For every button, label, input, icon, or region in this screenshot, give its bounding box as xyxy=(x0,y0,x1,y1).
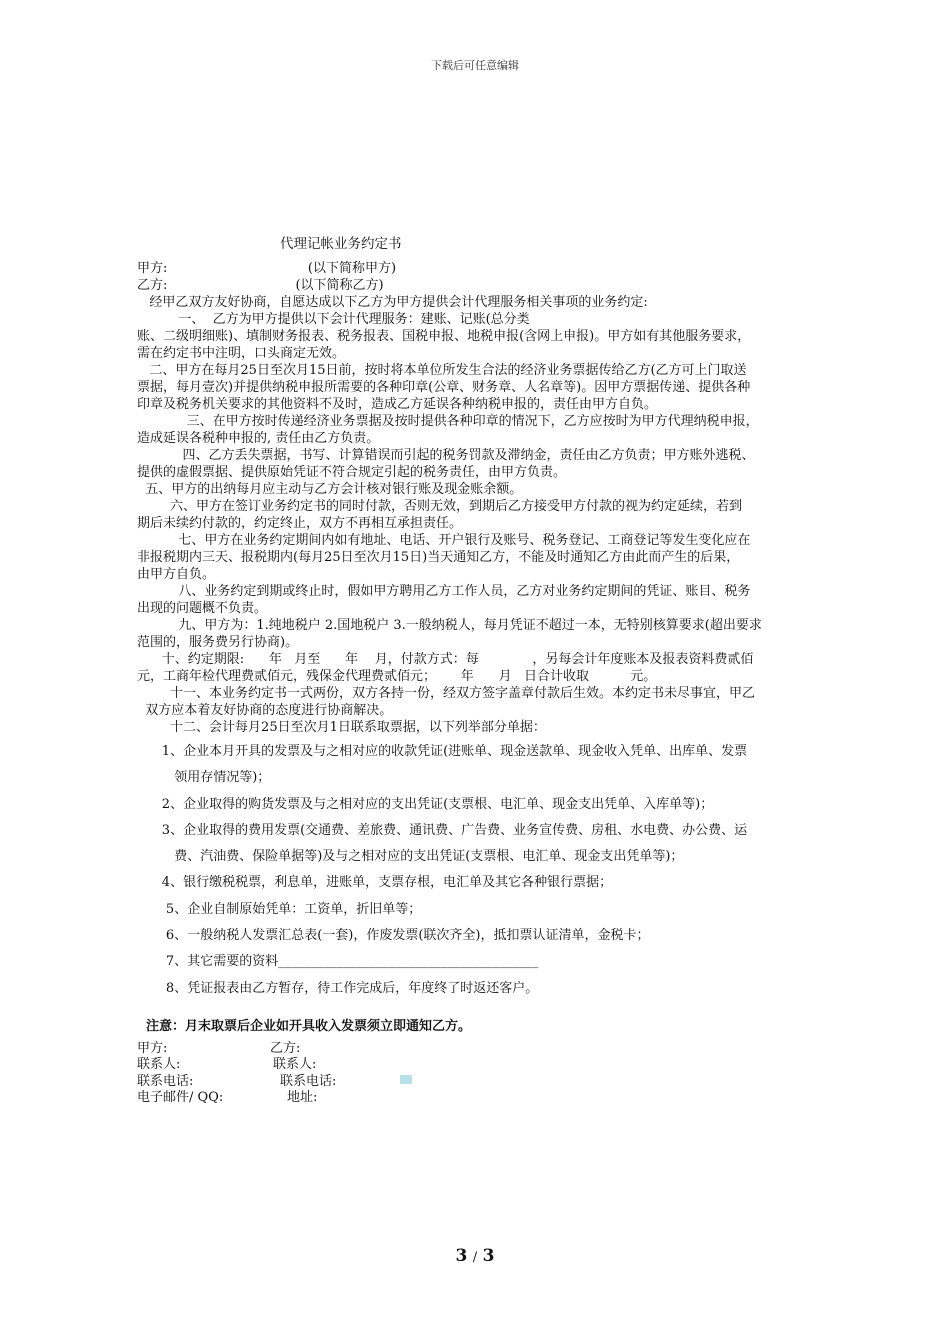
list-item: 6、一般纳税人发票汇总表(一套)，作废发票(联次齐全)，抵扣票认证清单，金税卡； xyxy=(137,928,650,944)
signature-right-label: 地址: xyxy=(287,1089,318,1105)
party-b-line: 乙方: (以下简称乙方) xyxy=(137,278,384,293)
list-item: 7、其它需要的资料________________________________________ xyxy=(137,954,539,970)
signature-left-label: 电子邮件/ QQ: xyxy=(137,1089,224,1105)
signature-row xyxy=(137,1041,817,1057)
paragraph-line: 六、甲方在签订业务约定书的同时付款，否则无效，到期后乙方接受甲方付款的视为约定延续，若到 xyxy=(137,499,743,514)
list-item: 4、银行缴税税票，利息单，进账单，支票存根，电汇单及其它各种银行票据； xyxy=(137,875,613,891)
paragraph-line: 需在约定书中注明，口头商定无效。 xyxy=(137,346,346,361)
paragraph-line: 印章及税务机关要求的其他资料不及时，造成乙方延误各种纳税申报的，责任由甲方自负。 xyxy=(137,397,658,412)
signature-right-label: 乙方: xyxy=(270,1040,301,1056)
signature-row xyxy=(137,1057,817,1073)
paragraph-line: 提供的虚假票据、提供原始凭证不符合规定引起的税务责任，由甲方负责。 xyxy=(137,465,567,480)
paragraph-line: 一、 乙方为甲方提供以下会计代理服务：建账、记账(总分类 xyxy=(137,312,530,327)
signature-row xyxy=(137,1074,817,1090)
paragraph-line: 范围的，服务费另行协商)。 xyxy=(137,635,299,650)
list-item: 2、企业取得的购货发票及与之相对应的支出凭证(支票根、电汇单、现金支出凭单、入库单等)； xyxy=(137,796,714,812)
paragraph-line: 票据，每月壹次)并提供纳税申报所需要的各种印章(公章、财务章、人名章等)。因甲方票据传递、提供各种 xyxy=(137,380,751,395)
list-item: 8、凭证报表由乙方暂存，待工作完成后，年度终了时返还客户。 xyxy=(137,980,539,996)
signature-left-label: 甲方: xyxy=(137,1040,168,1056)
document-title: 代理记帐业务约定书 xyxy=(280,236,402,252)
paragraph-line: 二、甲方在每月25日至次月15日前，按时将本单位所发生合法的经济业务票据传给乙方(乙方可上门取送 xyxy=(137,363,747,378)
list-item: 领用存情况等)； xyxy=(137,770,271,786)
paragraph-line: 十二、会计每月25日至次月1日联系取票据，以下列举部分单据： xyxy=(137,720,546,735)
paragraph-line: 十、约定期限: 年 月至 年 月，付款方式：每 ，另每会计年度账本及报表资料费贰佰 xyxy=(137,652,754,667)
page-current: 3 xyxy=(455,1246,468,1266)
paragraph-line: 造成延误各税种申报的, 责任由乙方负责。 xyxy=(137,431,380,446)
list-item: 1、企业本月开具的发票及与之相对应的收款凭证(进账单、现金送款单、现金收入凭单、出库单、发票 xyxy=(137,744,748,759)
paragraph-line: 双方应本着友好协商的态度进行协商解决。 xyxy=(137,703,393,718)
document-list xyxy=(137,739,817,1002)
paragraph-line: 经甲乙双方友好协商，自愿达成以下乙方为甲方提供会计代理服务相关事项的业务约定: xyxy=(137,295,648,310)
paragraph-line: 八、业务约定到期或终止时，假如甲方聘用乙方工作人员，乙方对业务约定期间的凭证、账目、税务 xyxy=(137,584,751,599)
paragraph-line: 十一、本业务约定书一式两份，双方各持一份，经双方签字盖章付款后生效。本约定书未尽事宜，甲乙 xyxy=(137,686,756,701)
paragraph-line: 账、二级明细账)、填制财务报表、税务报表、国税申报、地税申报(含网上申报)。甲方如有其他服务要求， xyxy=(137,329,751,344)
paragraph-line: 三、在甲方按时传递经济业务票据及按时提供各种印章的情况下，乙方应按时为甲方代理纳税申报， xyxy=(137,414,759,429)
party-a-line: 甲方: (以下简称甲方) xyxy=(137,261,397,276)
paragraph-line: 四、乙方丢失票据，书写、计算错误而引起的税务罚款及滞纳金，责任由乙方负责；甲方账外逃税、 xyxy=(137,448,755,463)
signature-block xyxy=(137,1041,817,1106)
page-separator: / xyxy=(472,1250,478,1265)
paragraph-line: 出现的问题概不负责。 xyxy=(137,601,268,616)
list-item: 费、汽油费、保险单据等)及与之相对应的支出凭证(支票根、电汇单、现金支出凭单等)； xyxy=(137,849,684,865)
paragraph-line: 九、甲方为：1.纯地税户 2.国地税户 3.一般纳税人，每月凭证不超过一本，无特别核算要求(超出要求 xyxy=(137,618,762,633)
paragraph-line: 非报税期内三天、报税期内(每月25日至次月15日)当天通知乙方，不能及时通知乙方由此而产生的后果， xyxy=(137,550,740,565)
signature-right-label: 联系人: xyxy=(273,1057,317,1073)
paragraph-line: 期后未续约付款的，约定终止，双方不再相互承担责任。 xyxy=(137,516,463,531)
highlight-marker xyxy=(400,1075,412,1084)
signature-left-label: 联系电话: xyxy=(137,1073,194,1089)
page-number xyxy=(0,1246,950,1266)
signature-row xyxy=(137,1090,817,1106)
signature-left-label: 联系人: xyxy=(137,1057,181,1073)
paragraph-line: 五、甲方的出纳每月应主动与乙方会计核对银行账及现金账余额。 xyxy=(137,482,523,497)
paragraph-line: 由甲方自负。 xyxy=(137,567,216,582)
page-total: 3 xyxy=(482,1246,495,1266)
list-item: 5、企业自制原始凭单：工资单，折旧单等； xyxy=(137,901,422,917)
paragraph-line: 七、甲方在业务约定期间内如有地址、电话、开户银行及账号、税务登记、工商登记等发生变化应在 xyxy=(137,533,751,548)
notice-text: 注意：月末取票后企业如开具收入发票须立即通知乙方。 xyxy=(137,1018,472,1034)
contract-document xyxy=(137,234,817,1106)
paragraph-line: 元，工商年检代理费贰佰元，残保金代理费贰佰元； 年 月 日合计收取 元。 xyxy=(137,669,657,684)
signature-right-label: 联系电话: xyxy=(280,1073,337,1089)
page-header-note: 下载后可任意编辑 xyxy=(431,59,519,72)
list-item: 3、企业取得的费用发票(交通费、差旅费、通讯费、广告费、业务宣传费、房租、水电费、办公费、运 xyxy=(137,822,748,838)
contract-body xyxy=(137,294,817,736)
